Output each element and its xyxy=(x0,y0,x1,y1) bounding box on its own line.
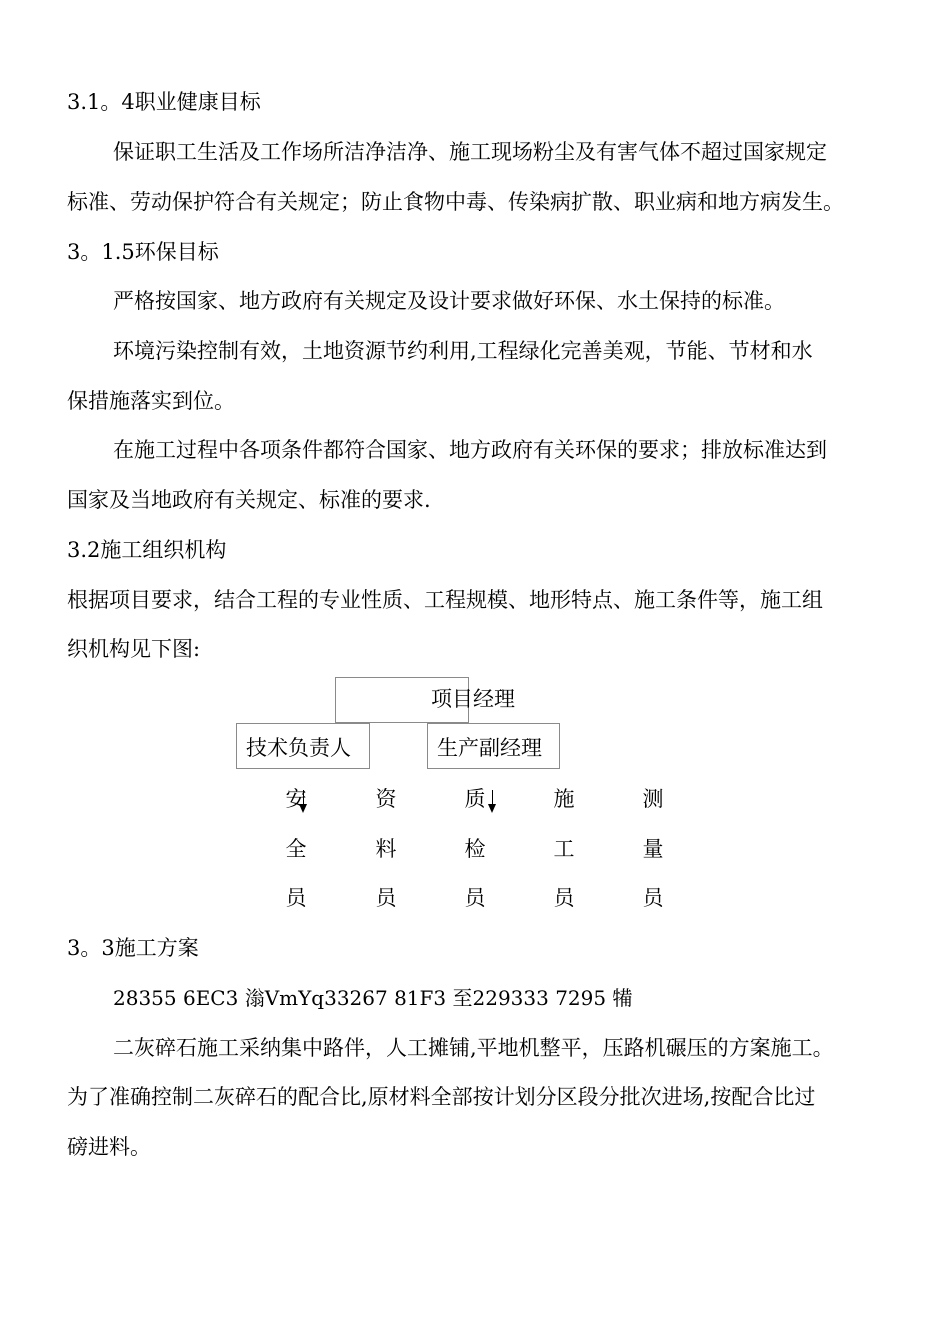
role-char: 员 xyxy=(375,886,397,910)
paragraph-line: 根据项目要求，结合工程的专业性质、工程规模、地形特点、施工条件等，施工组 xyxy=(67,588,823,612)
role-char: 安 xyxy=(285,787,307,811)
role-char: 料 xyxy=(375,837,397,861)
role-char: 员 xyxy=(553,886,575,910)
org-label-deputy-manager: 生产副经理 xyxy=(437,736,542,760)
section-heading-3-3: 3。3施工方案 xyxy=(67,936,199,960)
paragraph-line: 二灰碎石施工采纳集中路伴，人工摊铺,平地机整平，压路机碾压的方案施工。 xyxy=(113,1036,834,1060)
role-char: 量 xyxy=(642,837,664,861)
paragraph-line: 在施工过程中各项条件都符合国家、地方政府有关环保的要求；排放标准达到 xyxy=(113,438,827,462)
section-heading-3-1-5: 3。1.5环保目标 xyxy=(67,240,219,264)
role-char: 员 xyxy=(642,886,664,910)
role-char: 检 xyxy=(464,837,486,861)
paragraph-line: 环境污染控制有效，土地资源节约利用,工程绿化完善美观，节能、节材和水 xyxy=(113,339,813,363)
role-char: 质 xyxy=(464,787,486,811)
paragraph-line: 保证职工生活及工作场所洁净洁净、施工现场粉尘及有害气体不超过国家规定 xyxy=(113,140,827,164)
role-char: 测 xyxy=(642,787,664,811)
connector-line xyxy=(492,790,493,804)
role-char: 员 xyxy=(464,886,486,910)
role-char: 施 xyxy=(553,787,575,811)
code-line: 28355 6EC3 滃VmYq33267 81F3 至229333 7295 犕 xyxy=(113,986,633,1010)
section-heading-3-1-4: 3.1。4职业健康目标 xyxy=(67,90,261,114)
section-heading-3-2: 3.2施工组织机构 xyxy=(67,538,227,562)
role-char: 全 xyxy=(285,837,307,861)
org-label-project-manager: 项目经理 xyxy=(431,687,515,711)
paragraph-line: 织机构见下图: xyxy=(67,637,201,661)
paragraph-line: 国家及当地政府有关规定、标准的要求. xyxy=(67,488,431,512)
role-char: 工 xyxy=(553,837,575,861)
paragraph-line: 保措施落实到位。 xyxy=(67,389,235,413)
role-char: 资 xyxy=(375,787,397,811)
paragraph-line: 磅进料。 xyxy=(67,1135,151,1159)
org-label-technical-lead: 技术负责人 xyxy=(246,736,351,760)
arrow-down-icon xyxy=(488,804,496,813)
paragraph-line: 为了准确控制二灰碎石的配合比,原材料全部按计划分区段分批次进场,按配合比过 xyxy=(67,1085,816,1109)
role-char: 员 xyxy=(285,886,307,910)
paragraph-line: 标准、劳动保护符合有关规定；防止食物中毒、传染病扩散、职业病和地方病发生。 xyxy=(67,190,844,214)
paragraph-line: 严格按国家、地方政府有关规定及设计要求做好环保、水土保持的标准。 xyxy=(113,289,785,313)
